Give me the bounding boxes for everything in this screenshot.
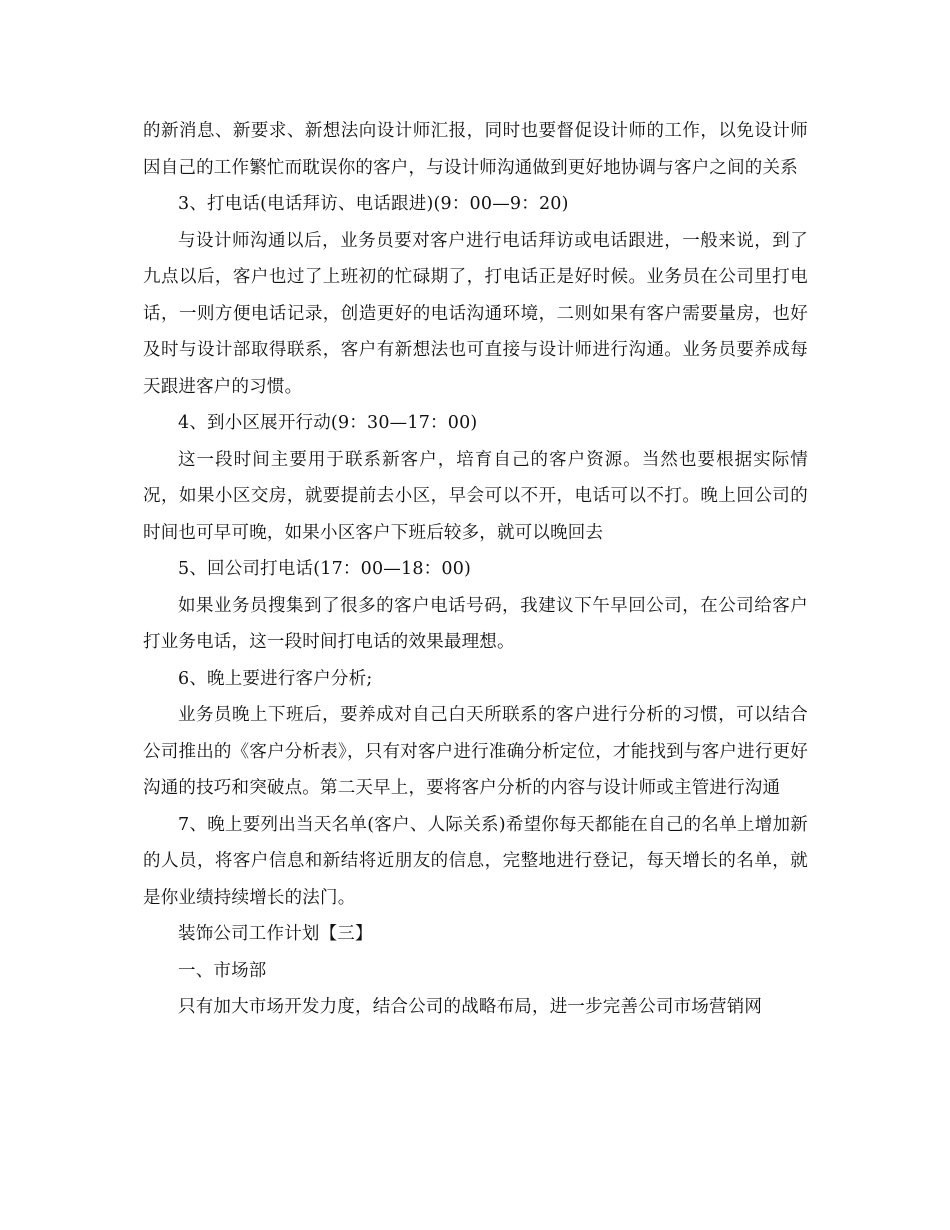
paragraph-continuation: 的新消息、新要求、新想法向设计师汇报，同时也要督促设计师的工作，以免设计师因自己的工作繁忙而耽误你的客户，与设计师沟通做到更好地协调与客户之间的关系: [143, 121, 808, 178]
section-heading-return-call: 5、回公司打电话(17：00—18：00): [178, 559, 472, 579]
section-title-plan-three: 装饰公司工作计划【三】: [178, 924, 373, 944]
document-body: [143, 113, 808, 1026]
section-heading-name-list: 7、晚上要列出当天名单(客户、人际关系)希望你每天都能在自己的名单上增加新的人员，将客户信息和新结将近朋友的信息，完整地进行登记，每天增长的名单，就是你业绩持续增长的法门。: [143, 814, 808, 908]
section-heading-customer-analysis: 6、晚上要进行客户分析;: [178, 668, 373, 689]
section-heading-community-action: 4、到小区展开行动(9：30—17：00): [178, 413, 478, 433]
section-heading-phone-call: 3、打电话(电话拜访、电话跟进)(9：00—9：20): [178, 194, 569, 214]
paragraph-phone-call: 与设计师沟通以后，业务员要对客户进行电话拜访或电话跟进，一般来说，到了九点以后，客户也过了上班初的忙碌期了，打电话正是好时候。业务员在公司里打电话，一则方便电话记录，创造更好的电话沟通环境，二则如果有客户需要量房，也好及时与设计部取得联系，客户有新想法也可直接与设计师进行沟通。业务员要养成每天跟进客户的习惯。: [143, 230, 808, 397]
paragraph-community-action: 这一段时间主要用于联系新客户，培育自己的客户资源。当然也要根据实际情况，如果小区交房，就要提前去小区，早会可以不开，电话可以不打。晚上回公司的时间也可早可晚，如果小区客户下班后较多，就可以晚回去: [143, 449, 808, 543]
paragraph-customer-analysis: 业务员晚上下班后，要养成对自己白天所联系的客户进行分析的习惯，可以结合公司推出的《客户分析表》，只有对客户进行准确分析定位，才能找到与客户进行更好沟通的技巧和突破点。第二天早上，要将客户分析的内容与设计师或主管进行沟通: [143, 705, 808, 798]
paragraph-return-call: 如果业务员搜集到了很多的客户电话号码，我建议下午早回公司，在公司给客户打业务电话，这一段时间打电话的效果最理想。: [143, 595, 808, 652]
section-heading-marketing-dept: 一、市场部: [178, 960, 267, 981]
paragraph-marketing-dept: 只有加大市场开发力度，结合公司的战略布局，进一步完善公司市场营销网: [178, 997, 763, 1017]
